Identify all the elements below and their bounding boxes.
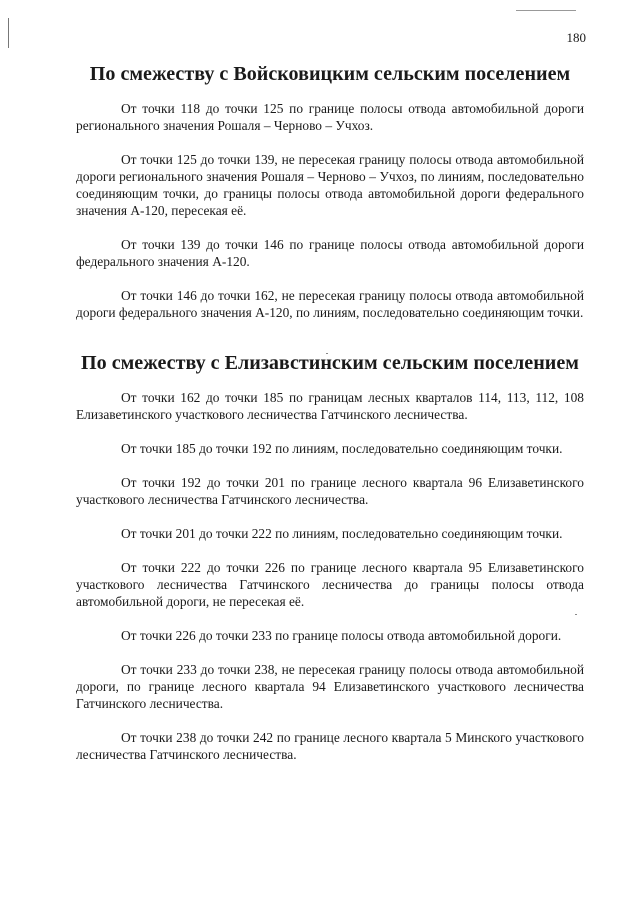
paragraph: От точки 201 до точки 222 по линиям, последовательно соединяющим точки. (121, 526, 563, 541)
paragraph: От точки 146 до точки 162, не пересекая границу полосы отвода автомобильной дороги федерального значения А-120, по линиям, последовательно соединяющим точки. (76, 288, 584, 320)
paragraph: От точки 118 до точки 125 по границе полосы отвода автомобильной дороги регионального значения Рошаля – Черново – Учхоз. (76, 101, 584, 133)
paragraph: От точки 222 до точки 226 по границе лесного квартала 95 Елизаветинского участкового лесничества Гатчинского лесничества до границы полосы отвода автомобильной дороги, не пересекая её. (76, 560, 584, 609)
section-title-voyskovitsy: По смежеству с Войсковицким сельским поселением (89, 63, 571, 85)
scan-edge-mark (8, 18, 9, 48)
paragraph: От точки 238 до точки 242 по границе лесного квартала 5 Минского участкового лесничества Гатчинского лесничества. (76, 730, 584, 762)
paragraph: От точки 226 до точки 233 по границе полосы отвода автомобильной дороги. (121, 628, 562, 643)
paragraph: От точки 192 до точки 201 по границе лесного квартала 96 Елизаветинского участкового лесничества Гатчинского лесничества. (76, 475, 584, 507)
section-title-elizavetino: По смежеству с Елизавстинским сельским поселением (81, 352, 579, 374)
paragraph: От точки 185 до точки 192 по линиям, последовательно соединяющим точки. (121, 441, 563, 456)
paragraph: От точки 162 до точки 185 по границам лесных кварталов 114, 113, 112, 108 Елизаветинского участкового лесничества Гатчинского лесничества. (76, 390, 584, 422)
scan-top-mark (516, 10, 576, 11)
page-number: 180 (566, 30, 586, 45)
document-body (76, 63, 584, 763)
paragraph: От точки 125 до точки 139, не пересекая границу полосы отвода автомобильной дороги регионального значения Рошаля – Черново – Учхоз, по линиям, последовательно соединяющим точки, до границы полосы отвода автомобильной дороги федерального значения А-120, пересекая её. (76, 152, 584, 218)
paragraph: От точки 139 до точки 146 по границе полосы отвода автомобильной дороги федерального значения А-120. (76, 237, 584, 269)
paragraph: От точки 233 до точки 238, не пересекая границу полосы отвода автомобильной дороги, по границе лесного квартала 94 Елизаветинского участкового лесничества Гатчинского лесничества. (76, 662, 584, 711)
